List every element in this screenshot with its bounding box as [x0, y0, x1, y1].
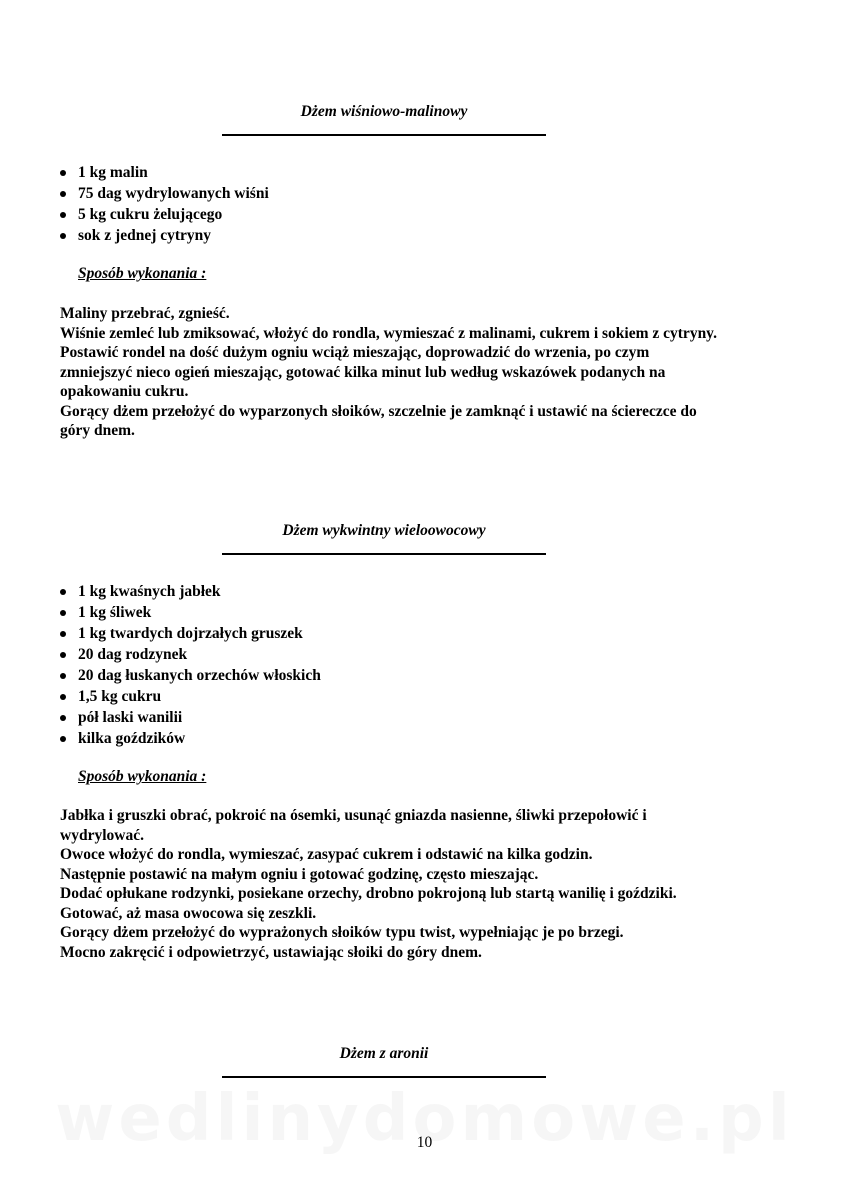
- bullet-icon: [60, 170, 66, 176]
- ingredient-item: 1,5 kg cukru: [60, 686, 321, 707]
- ingredient-item: 20 dag rodzynek: [60, 644, 321, 665]
- method-steps: [60, 806, 720, 962]
- bullet-icon: [60, 233, 66, 239]
- title-divider: [222, 134, 546, 136]
- bullet-icon: [60, 694, 66, 700]
- bullet-icon: [60, 736, 66, 742]
- step-paragraph: Gorący dżem przełożyć do wyparzonych słoików, szczelnie je zamknąć i ustawić na ściereczce do góry dnem.: [60, 402, 697, 439]
- ingredient-item: 75 dag wydrylowanych wiśni: [60, 183, 269, 204]
- step-paragraph: Mocno zakręcić i odpowietrzyć, ustawiając słoiki do góry dnem.: [60, 943, 482, 961]
- bullet-icon: [60, 589, 66, 595]
- ingredient-item: sok z jednej cytryny: [60, 225, 269, 246]
- method-heading: Sposób wykonania :: [78, 265, 207, 282]
- step-paragraph: Jabłka i gruszki obrać, pokroić na ósemki, usunąć gniazda nasienne, śliwki przepołowić i wydrylować.: [60, 807, 647, 844]
- step-paragraph: Maliny przebrać, zgnieść.: [60, 305, 230, 322]
- bullet-icon: [60, 631, 66, 637]
- bullet-icon: [60, 715, 66, 721]
- step-paragraph: Owoce włożyć do rondla, wymieszać, zasypać cukrem i odstawić na kilka godzin.: [60, 846, 593, 863]
- ingredient-item: 1 kg śliwek: [60, 602, 321, 623]
- ingredient-list: [60, 581, 321, 749]
- bullet-icon: [60, 610, 66, 616]
- step-paragraph: Postawić rondel na dość dużym ogniu wciąż mieszając, doprowadzić do wrzenia, po czym zmniejszyć nieco ogień mieszając, gotować kilka minut lub według wskazówek podanych na opakowaniu cukru.: [60, 344, 666, 400]
- step-paragraph: Dodać opłukane rodzynki, posiekane orzechy, drobno pokrojoną lub startą wanilię i goździki.: [60, 885, 677, 902]
- bullet-icon: [60, 191, 66, 197]
- method-heading: Sposób wykonania :: [78, 768, 207, 785]
- method-steps: [60, 304, 720, 441]
- step-paragraph: Gorący dżem przełożyć do wyprażonych słoików typu twist, wypełniając je po brzegi.: [60, 924, 624, 941]
- ingredient-item: kilka goździków: [60, 728, 321, 749]
- ingredient-item: 1 kg kwaśnych jabłek: [60, 581, 321, 602]
- bullet-icon: [60, 673, 66, 679]
- bullet-icon: [60, 652, 66, 658]
- ingredient-list: [60, 162, 269, 246]
- title-divider: [222, 553, 546, 555]
- step-paragraph: Gotować, aż masa owocowa się zeszkli.: [60, 904, 317, 922]
- bullet-icon: [60, 212, 66, 218]
- title-divider: [222, 1076, 546, 1078]
- recipe-title-wykwintny-wieloowocowy: Dżem wykwintny wieloowocowy: [282, 522, 486, 539]
- page-number: 10: [416, 1134, 433, 1151]
- step-paragraph: Wiśnie zemleć lub zmiksować, włożyć do rondla, wymieszać z malinami, cukrem i sokiem z cytryny.: [60, 324, 717, 342]
- recipe-title-z-aronii: Dżem z aronii: [339, 1045, 429, 1062]
- ingredient-item: pół laski wanilii: [60, 707, 321, 728]
- ingredient-item: 5 kg cukru żelującego: [60, 204, 269, 225]
- step-paragraph: Następnie postawić na małym ogniu i gotować godzinę, często mieszając.: [60, 865, 539, 883]
- recipe-title-wisniowo-malinowy: Dżem wiśniowo-malinowy: [300, 103, 468, 120]
- ingredient-item: 20 dag łuskanych orzechów włoskich: [60, 665, 321, 686]
- ingredient-item: 1 kg twardych dojrzałych gruszek: [60, 623, 321, 644]
- ingredient-item: 1 kg malin: [60, 162, 269, 183]
